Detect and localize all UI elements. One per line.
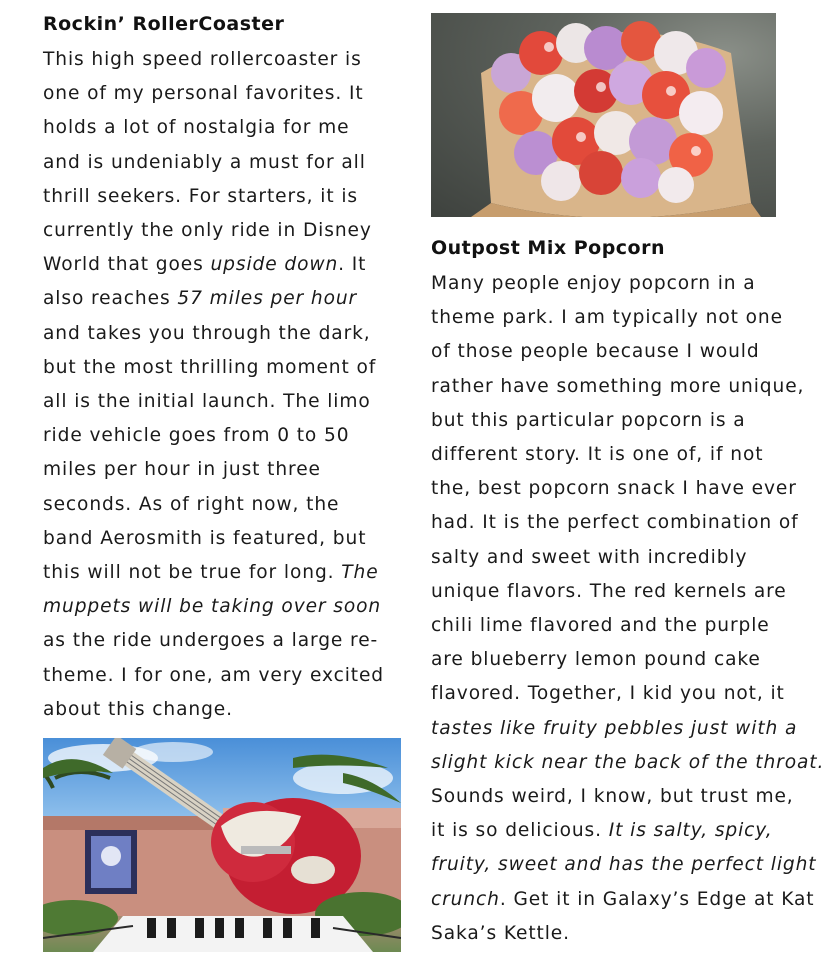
text-line: [431, 746, 824, 780]
text-run: Many people enjoy popcorn in a: [431, 273, 756, 294]
text-run: theme park. I am typically not one: [431, 307, 783, 329]
text-run: all is the initial launch. The limo: [43, 391, 371, 413]
text-line: [431, 883, 824, 917]
text-line: [431, 438, 824, 472]
text-run: as the ride undergoes a large re-: [43, 630, 379, 652]
text-line: [43, 693, 384, 727]
text-run: salty and sweet with incredibly: [431, 546, 748, 568]
text-line: [431, 780, 824, 814]
text-run: seconds. As of right now, the: [43, 493, 340, 515]
text-line: [431, 370, 824, 404]
text-line: [431, 506, 824, 540]
italic-run: crunch: [431, 888, 500, 910]
text-line: [431, 472, 824, 506]
text-line: [43, 522, 384, 556]
text-line: [43, 317, 384, 351]
text-run: it is so delicious.: [431, 820, 609, 842]
text-line: [43, 214, 384, 248]
text-run: chili lime flavored and the purple: [431, 615, 770, 637]
text-line: [43, 111, 384, 145]
text-line: [431, 541, 824, 575]
text-line: [431, 301, 824, 335]
text-run: rather have something more unique,: [431, 375, 805, 397]
text-line: [43, 385, 384, 419]
popcorn-description: [431, 267, 824, 951]
text-line: [43, 282, 384, 316]
text-run: but this particular popcorn is a: [431, 409, 746, 431]
text-line: [43, 419, 384, 453]
italic-run: tastes like fruity pebbles just with a: [431, 717, 798, 739]
text-run: thrill seekers. For starters, it is: [43, 185, 358, 207]
italic-run: It is salty, spicy,: [608, 820, 773, 842]
text-run: flavored. Together, I kid you not, it: [431, 683, 785, 705]
text-run: also reaches: [43, 288, 178, 310]
italic-run: fruity, sweet and has the perfect light: [431, 854, 817, 876]
text-line: [43, 453, 384, 487]
text-run: unique flavors. The red kernels are: [431, 580, 787, 602]
text-line: [43, 488, 384, 522]
text-run: miles per hour in just three: [43, 459, 321, 481]
text-run: of those people because I would: [431, 341, 760, 363]
text-run: had. It is the perfect combination of: [431, 512, 799, 534]
text-line: [43, 556, 384, 590]
text-line: [43, 624, 384, 658]
italic-run: slight kick near the back of the throat.: [431, 751, 825, 773]
text-run: about this change.: [43, 698, 233, 720]
rollercoaster-description: [43, 43, 384, 727]
text-run: theme. I for one, am very excited: [43, 664, 385, 686]
text-run: Sounds weird, I know, but trust me,: [431, 786, 794, 808]
text-run: holds a lot of nostalgia for me: [43, 117, 350, 139]
italic-run: upside down: [210, 254, 339, 276]
text-run: currently the only ride in Disney: [43, 220, 372, 242]
text-line: [431, 609, 824, 643]
guitar-sculpture-photo: [43, 738, 401, 952]
text-line: [431, 712, 824, 746]
text-run: World that goes: [43, 254, 211, 276]
text-line: [43, 43, 384, 77]
text-run: This high speed rollercoaster is: [43, 49, 362, 70]
text-line: [431, 335, 824, 369]
outpost-mix-popcorn-title: Outpost Mix Popcorn: [431, 237, 666, 259]
text-run: band Aerosmith is featured, but: [43, 527, 367, 549]
text-line: [43, 659, 384, 693]
text-line: [43, 351, 384, 385]
text-run: and takes you through the dark,: [43, 322, 371, 344]
text-line: [431, 575, 824, 609]
text-line: [431, 917, 824, 951]
text-line: [431, 643, 824, 677]
text-run: one of my personal favorites. It: [43, 83, 364, 105]
text-line: [431, 814, 824, 848]
text-line: [43, 146, 384, 180]
text-line: [43, 590, 384, 624]
popcorn-photo: [431, 13, 776, 217]
text-run: but the most thrilling moment of: [43, 356, 377, 378]
text-line: [43, 77, 384, 111]
text-line: [43, 180, 384, 214]
text-line: [431, 404, 824, 438]
text-run: . Get it in Galaxy’s Edge at Kat: [499, 888, 815, 910]
text-run: different story. It is one of, if not: [431, 444, 764, 466]
text-line: [431, 267, 824, 301]
italic-run: muppets will be taking over soon: [43, 596, 382, 618]
rockin-rollercoaster-title: Rockin’ RollerCoaster: [43, 13, 285, 35]
text-run: Saka’s Kettle.: [431, 922, 570, 944]
text-line: [431, 848, 824, 882]
italic-run: The: [341, 562, 379, 584]
text-run: ride vehicle goes from 0 to 50: [43, 425, 350, 447]
text-run: the, best popcorn snack I have ever: [431, 478, 797, 500]
text-line: [431, 677, 824, 711]
italic-run: 57 miles per hour: [177, 288, 358, 310]
text-run: are blueberry lemon pound cake: [431, 649, 761, 671]
text-run: . It: [338, 254, 367, 276]
text-run: this will not be true for long.: [43, 562, 342, 584]
text-run: and is undeniably a must for all: [43, 151, 366, 173]
text-line: [43, 248, 384, 282]
